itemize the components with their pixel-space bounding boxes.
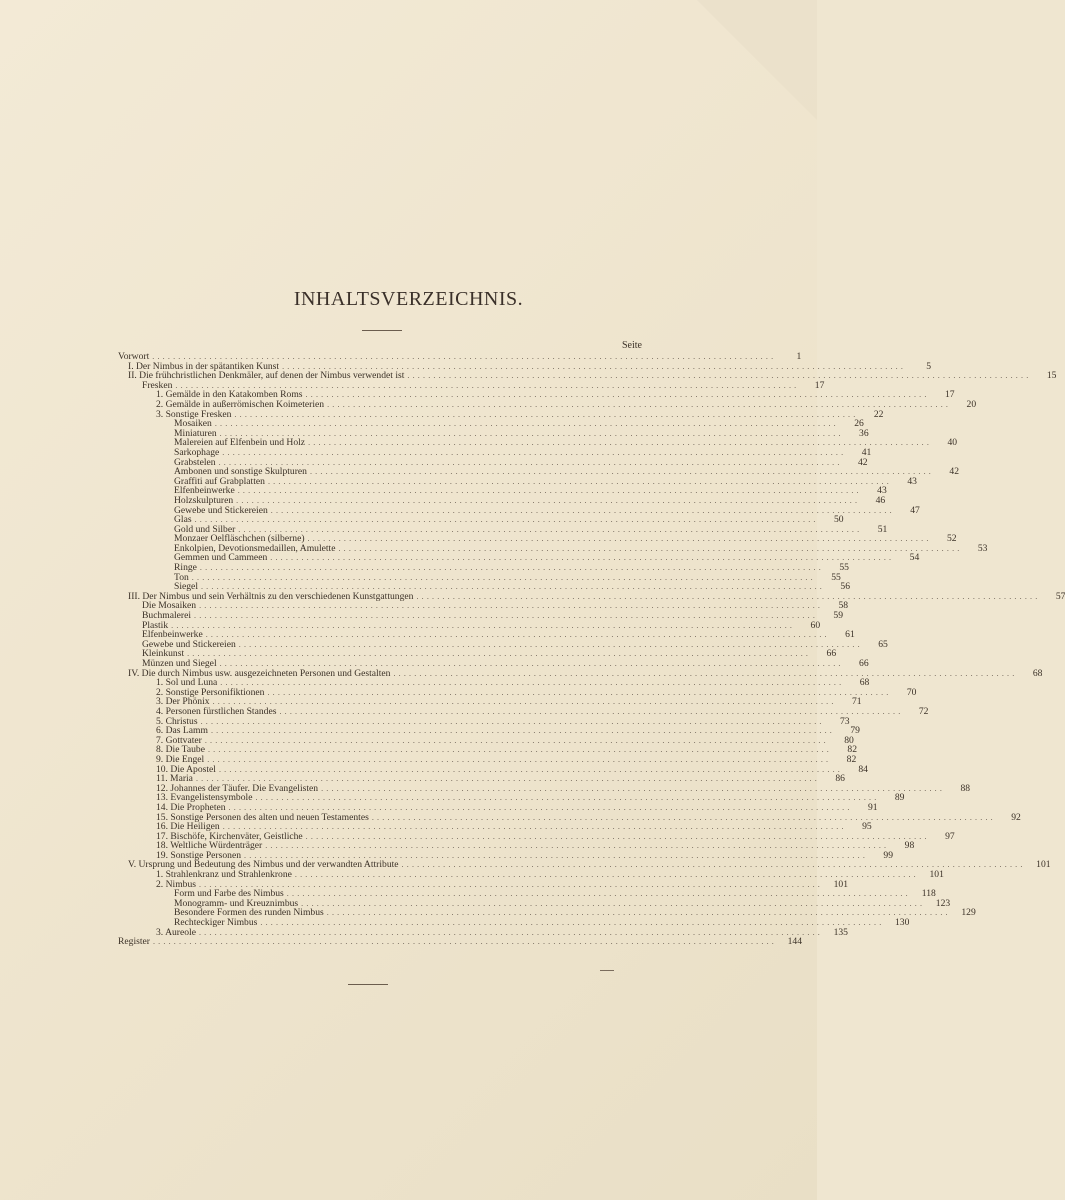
toc-entry-page: 89 [894,792,905,804]
toc-leader-dots: ........................................................................................................................ [305,831,930,841]
toc-entry-page: 15 [1046,370,1057,382]
toc-leader-dots: ........................................................................................................................ [194,515,819,525]
toc-leader-dots: ........................................................................................................................ [204,735,829,745]
toc-entry-page: 95 [862,821,872,833]
toc-entry-page: 68 [859,677,870,689]
toc-entry-label: Mosaiken [174,418,212,430]
toc-entry-page: 58 [838,600,849,612]
toc-entry-label: Grabstelen [174,456,216,468]
toc-entry [118,917,910,929]
toc-entry-label: Malereien auf Elfenbein und Holz [174,437,306,449]
toc-entry-page: 79 [850,725,860,737]
toc-entry-label: Holzskulpturen [174,494,234,506]
toc-leader-dots: ........................................................................................................................ [198,879,823,889]
toc-entry-page: 59 [833,610,844,622]
toc-entry [118,763,868,775]
toc-entry-label: Elfenbeinwerke [142,629,203,641]
toc-leader-dots: ........................................................................................................................ [199,563,824,573]
toc-entry-label: 16. Die Heiligen [156,821,220,833]
toc-entry-label: Gewebe und Stickereien [174,504,268,516]
toc-leader-dots: ........................................................................................................................ [152,352,777,361]
toc-entry-page: 40 [947,437,958,449]
toc-entry-label: Rechteckiger Nimbus [174,917,258,929]
toc-entry-page: 129 [961,907,976,919]
toc-entry-label: IV. Die durch Nimbus usw. ausgezeichneten Personen und Gestalten [128,667,391,679]
toc-entry-page: 130 [895,917,910,929]
toc-entry-page: 82 [846,753,857,765]
toc-entry-label: 14. Die Propheten [156,801,226,813]
toc-entry-label: 7. Gottvater [156,734,202,746]
toc-entry-label: Ton [174,571,189,583]
toc-entry-page: 97 [945,830,955,842]
toc-leader-dots: ........................................................................................................................ [260,918,885,928]
toc-leader-dots: ........................................................................................................................ [152,937,777,947]
toc-leader-dots: ........................................................................................................................ [267,687,892,697]
toc-entry-label: Enkolpien, Devotionsmedaillen, Amulette [174,542,336,554]
toc-leader-dots: ........................................................................................................................ [282,361,907,371]
toc-entry-label: V. Ursprung und Bedeutung des Nimbus und der verwandten Attribute [128,859,399,871]
toc-leader-dots: ........................................................................................................................ [207,754,832,764]
toc-leader-dots: ........................................................................................................................ [210,726,835,736]
toc-entry-page: 71 [851,696,862,708]
toc-entry-label: 3. Aureole [156,926,196,938]
toc-entry-page: 98 [904,840,915,852]
toc-entry-page: 65 [878,638,888,650]
toc-entry [118,869,944,881]
toc-leader-dots: ........................................................................................................................ [218,764,843,774]
toc-entry-label: 9. Die Engel [156,753,205,765]
toc-entry-page: 17 [944,389,955,401]
toc-leader-dots: ........................................................................................................................ [236,495,861,505]
toc-leader-dots: ........................................................................................................................ [200,582,825,592]
toc-entry-page: 135 [833,926,848,938]
toc-entry-page: 1 [796,351,802,362]
toc-entry-page: 26 [854,418,864,430]
toc-entry-page: 118 [921,888,936,900]
toc-leader-dots: ........................................................................................................................ [305,390,930,400]
toc-leader-dots: ........................................................................................................................ [309,467,934,477]
toc-entry-page: 51 [877,523,888,535]
toc-entry-label: 3. Der Phönix [156,696,210,708]
toc-leader-dots: ........................................................................................................................ [393,668,1018,678]
toc-entry-page: 68 [1032,667,1043,679]
toc-entry-page: 88 [960,782,971,794]
toc-leader-dots: ........................................................................................................................ [244,850,869,860]
toc-entry-label: 3. Sonstige Fresken [156,408,232,420]
toc-entry-page: 52 [946,533,957,545]
toc-leader-dots: ........................................................................................................................ [175,380,800,390]
page-column-header: Seite [622,340,642,351]
toc-entry-label: Miniaturen [174,427,217,439]
toc-leader-dots: ........................................................................................................................ [301,898,926,908]
toc-leader-dots: ........................................................................................................................ [212,697,837,707]
toc-leader-dots: ........................................................................................................................ [326,908,951,918]
toc-leader-dots: ........................................................................................................................ [407,371,1032,381]
toc-entry-page: 54 [909,552,920,564]
toc-entry-label: Siegel [174,581,198,593]
toc-leader-dots: ........................................................................................................................ [194,611,819,621]
toc-leader-dots: ........................................................................................................................ [199,601,824,611]
toc-entry-label: Die Mosaiken [142,600,197,612]
toc-entry-label: 18. Weltliche Würdenträger [156,840,263,852]
toc-entry-label: 13. Evangelistensymbole [156,792,253,804]
toc-entry-page: 144 [787,936,802,948]
toc-leader-dots: ........................................................................................................................ [371,812,996,822]
toc-entry-label: Ambonen und sonstige Skulpturen [174,466,307,478]
toc-leader-dots: ........................................................................................................................ [338,543,963,553]
toc-entry-page: 5 [926,360,932,372]
toc-leader-dots: ........................................................................................................................ [255,793,880,803]
toc-leader-dots: ........................................................................................................................ [200,716,825,726]
toc-leader-dots: ........................................................................................................................ [267,476,892,486]
toc-entry-page: 42 [949,466,959,478]
table-of-contents [118,351,1065,948]
toc-entry-label: 17. Bischöfe, Kirchenväter, Geistliche [156,830,303,842]
toc-entry-label: Glas [174,514,192,526]
toc-entry-label: 4. Personen fürstlichen Standes [156,705,277,717]
toc-entry-page: 123 [935,897,951,909]
toc-leader-dots: ........................................................................................................................ [270,505,895,515]
toc-entry-page: 55 [839,562,849,574]
toc-entry-label: Plastik [142,619,169,631]
toc-entry-label: 2. Sonstige Personifiktionen [156,686,265,698]
toc-leader-dots: ........................................................................................................................ [416,591,1041,601]
toc-entry-label: Buchmalerei [142,610,192,622]
toc-entry-page: 80 [844,734,854,746]
toc-entry-label: Ringe [174,562,197,574]
toc-leader-dots: ........................................................................................................................ [265,841,890,851]
toc-entry-label: Vorwort [118,351,150,362]
toc-entry-page: 43 [907,475,917,487]
toc-entry [118,590,1065,602]
toc-leader-dots: ........................................................................................................................ [198,927,823,937]
toc-leader-dots: ........................................................................................................................ [228,802,853,812]
toc-entry-label: Elfenbeinwerke [174,485,235,497]
toc-entry-label: 11. Maria [156,773,193,785]
toc-leader-dots: ........................................................................................................................ [195,774,820,784]
toc-entry-page: 92 [1011,811,1021,823]
toc-entry-page: 22 [873,408,884,420]
toc-entry-page: 101 [833,878,848,890]
toc-leader-dots: ........................................................................................................................ [308,438,933,448]
toc-leader-dots: ........................................................................................................................ [171,620,796,630]
toc-entry-label: Monogramm- und Kreuznimbus [174,897,299,909]
toc-entry-label: 1. Gemälde in den Katakomben Roms [156,389,303,401]
toc-entry-page: 61 [845,629,855,641]
toc-entry-label: Graffiti auf Grabplatten [174,475,265,487]
toc-leader-dots: ........................................................................................................................ [191,572,816,582]
toc-leader-dots: ........................................................................................................................ [222,822,847,832]
toc-entry-page: 99 [883,849,894,861]
toc-entry [118,504,920,516]
toc-entry-label: 5. Christus [156,715,198,727]
toc-leader-dots: ........................................................................................................................ [294,870,919,880]
toc-leader-dots: ........................................................................................................................ [220,678,845,688]
page-corner-shade [697,0,817,120]
toc-leader-dots: ........................................................................................................................ [218,457,843,467]
toc-entry-page: 82 [847,744,857,756]
toc-entry-label: Register [118,936,150,948]
toc-entry-label: I. Der Nimbus in der spätantiken Kunst [128,360,280,372]
toc-entry-page: 50 [834,514,844,526]
stray-mark [600,970,614,971]
toc-entry-label: Münzen und Siegel [142,658,217,669]
toc-entry-label: Besondere Formen des runden Nimbus [174,907,324,919]
toc-leader-dots: ........................................................................................................................ [207,745,832,755]
toc-entry-page: 53 [977,542,988,554]
toc-entry-page: 101 [929,869,944,881]
toc-entry-page: 20 [966,398,977,410]
toc-entry-label: Gemmen und Cammeen [174,552,268,564]
toc-entry-page: 41 [861,446,872,458]
toc-leader-dots: ........................................................................................................................ [279,706,904,716]
toc-entry-label: 19. Sonstige Personen [156,849,242,861]
toc-entry-page: 84 [858,763,868,775]
toc-entry-page: 86 [835,773,845,785]
toc-entry [118,936,802,948]
toc-entry-label: Gewebe und Stickereien [142,638,236,650]
toc-leader-dots: ........................................................................................................................ [205,630,830,640]
toc-leader-dots: ........................................................................................................................ [286,889,911,899]
toc-entry [118,638,888,650]
toc-entry-page: 56 [840,581,850,593]
toc-entry-label: III. Der Nimbus und sein Verhältnis zu den verschiedenen Kunstgattungen [128,590,414,602]
toc-entry [118,562,849,574]
toc-entry-label: Sarkophage [174,446,220,458]
toc-entry-label: Gold und Silber [174,523,236,535]
title-divider [362,330,402,331]
toc-leader-dots: ........................................................................................................................ [219,428,844,438]
toc-leader-dots: ........................................................................................................................ [237,486,862,496]
toc-leader-dots: ........................................................................................................................ [270,553,895,563]
toc-leader-dots: ........................................................................................................................ [219,659,844,668]
toc-entry-page: 55 [831,571,841,583]
toc-entry-label: 10. Die Apostel [156,763,216,775]
toc-leader-dots: ........................................................................................................................ [307,534,932,544]
toc-entry-page: 66 [826,648,837,660]
toc-entry-page: 46 [875,494,886,506]
toc-leader-dots: ........................................................................................................................ [238,639,863,649]
toc-entry-page: 70 [906,686,917,698]
toc-entry-label: 2. Nimbus [156,878,196,890]
toc-leader-dots: ........................................................................................................................ [401,860,1026,870]
toc-entry-page: 72 [918,705,929,717]
toc-entry [118,600,849,612]
toc-leader-dots: ........................................................................................................................ [238,524,863,534]
toc-entry [118,610,844,622]
toc-entry-label: 12. Johannes der Täufer. Die Evangelisten [156,782,319,794]
toc-entry-label: 2. Gemälde in außerrömischen Koimeterien [156,398,325,410]
toc-entry-label: 1. Sol und Luna [156,677,218,689]
toc-leader-dots: ........................................................................................................................ [327,399,952,409]
toc-entry-label: Fresken [142,379,173,391]
toc-entry-page: 42 [857,456,868,468]
closing-divider [348,984,388,985]
toc-entry [118,926,848,938]
toc-entry-label: Form und Farbe des Nimbus [174,888,284,900]
toc-entry-page: 60 [810,619,821,631]
toc-leader-dots: ........................................................................................................................ [187,649,812,659]
toc-leader-dots: ........................................................................................................................ [321,783,946,793]
toc-entry-label: II. Die frühchristlichen Denkmäler, auf denen der Nimbus verwendet ist [128,370,405,382]
toc-entry-label: Kleinkunst [142,648,185,660]
toc-entry-page: 73 [840,715,850,727]
toc-entry-page: 57 [1055,590,1065,602]
toc-entry-label: 1. Strahlenkranz und Strahlenkrone [156,869,292,881]
toc-entry-page: 47 [910,504,920,516]
toc-entry-label: 8. Die Taube [156,744,205,756]
toc-entry [118,370,1057,382]
toc-entry-page: 66 [859,658,869,669]
toc-entry-page: 17 [814,379,825,391]
toc-leader-dots: ........................................................................................................................ [222,447,847,457]
toc-entry-page: 43 [877,485,887,497]
toc-leader-dots: ........................................................................................................................ [214,419,839,429]
toc-entry-page: 36 [859,427,869,439]
toc-entry-label: 6. Das Lamm [156,725,208,737]
toc-entry-label: 15. Sonstige Personen des alten und neuen Testamentes [156,811,369,823]
page-title: INHALTSVERZEICHNIS. [293,288,524,310]
toc-entry-page: 91 [867,801,878,813]
toc-entry-page: 101 [1036,859,1051,871]
toc-leader-dots: ........................................................................................................................ [234,409,859,419]
toc-entry-label: Monzaer Oelfläschchen (silberne) [174,533,305,545]
